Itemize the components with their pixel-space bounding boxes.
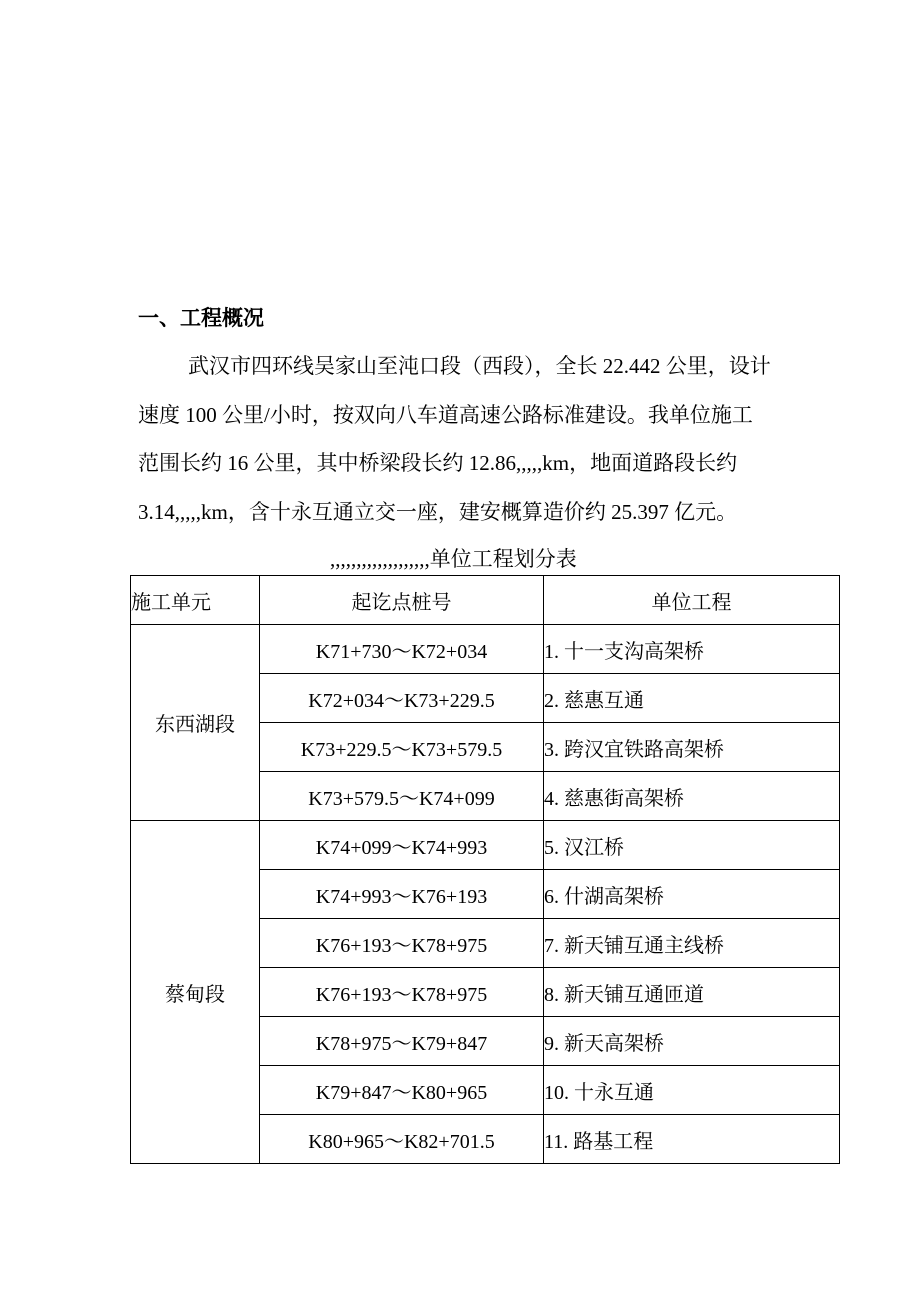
table-row	[131, 625, 840, 674]
chainage-cell: K73+229.5～K73+579.5	[260, 723, 544, 772]
column-header-chainage: 起讫点桩号	[260, 576, 544, 625]
unit-project-cell: 3. 跨汉宜铁路高架桥	[544, 723, 840, 772]
chainage-cell: K76+193～K78+975	[260, 968, 544, 1017]
unit-project-cell: 4. 慈惠街高架桥	[544, 772, 840, 821]
chainage-cell: K72+034～K73+229.5	[260, 674, 544, 723]
unit-project-cell: 7. 新天铺互通主线桥	[544, 919, 840, 968]
paragraph-line: 范围长约 16 公里，其中桥梁段长约 12.86,,,,,km，地面道路段长约	[138, 451, 738, 475]
section-cell-caidian: 蔡甸段	[131, 821, 260, 1164]
column-header-construction-unit: 施工单元	[131, 576, 260, 625]
unit-project-cell: 1. 十一支沟高架桥	[544, 625, 840, 674]
chainage-cell: K71+730～K72+034	[260, 625, 544, 674]
chainage-cell: K76+193～K78+975	[260, 919, 544, 968]
chainage-cell: K78+975～K79+847	[260, 1017, 544, 1066]
table-header-row	[131, 576, 840, 625]
chainage-cell: K80+965～K82+701.5	[260, 1115, 544, 1164]
unit-project-cell: 11. 路基工程	[544, 1115, 840, 1164]
table-caption: ,,,,,,,,,,,,,,,,,,,单位工程划分表	[330, 547, 577, 571]
chainage-cell: K73+579.5～K74+099	[260, 772, 544, 821]
unit-project-cell: 10. 十永互通	[544, 1066, 840, 1115]
unit-project-cell: 8. 新天铺互通匝道	[544, 968, 840, 1017]
section-heading: 一、工程概况	[138, 306, 264, 330]
table-row	[131, 821, 840, 870]
chainage-cell: K79+847～K80+965	[260, 1066, 544, 1115]
paragraph-line: 速度 100 公里/小时，按双向八车道高速公路标准建设。我单位施工	[138, 402, 753, 427]
paragraph-line: 3.14,,,,,km，含十永互通立交一座，建安概算造价约 25.397 亿元。	[138, 499, 738, 524]
section-cell-dongxihu: 东西湖段	[131, 625, 260, 821]
unit-division-table	[130, 575, 840, 1164]
unit-project-cell: 2. 慈惠互通	[544, 674, 840, 723]
unit-project-cell: 6. 什湖高架桥	[544, 870, 840, 919]
overview-paragraph	[138, 346, 788, 540]
chainage-cell: K74+993～K76+193	[260, 870, 544, 919]
unit-project-cell: 9. 新天高架桥	[544, 1017, 840, 1066]
paragraph-line: 武汉市四环线吴家山至沌口段（西段），全长 22.442 公里，设计	[188, 354, 771, 378]
chainage-cell: K74+099～K74+993	[260, 821, 544, 870]
unit-project-cell: 5. 汉江桥	[544, 821, 840, 870]
column-header-unit-project: 单位工程	[544, 576, 840, 625]
